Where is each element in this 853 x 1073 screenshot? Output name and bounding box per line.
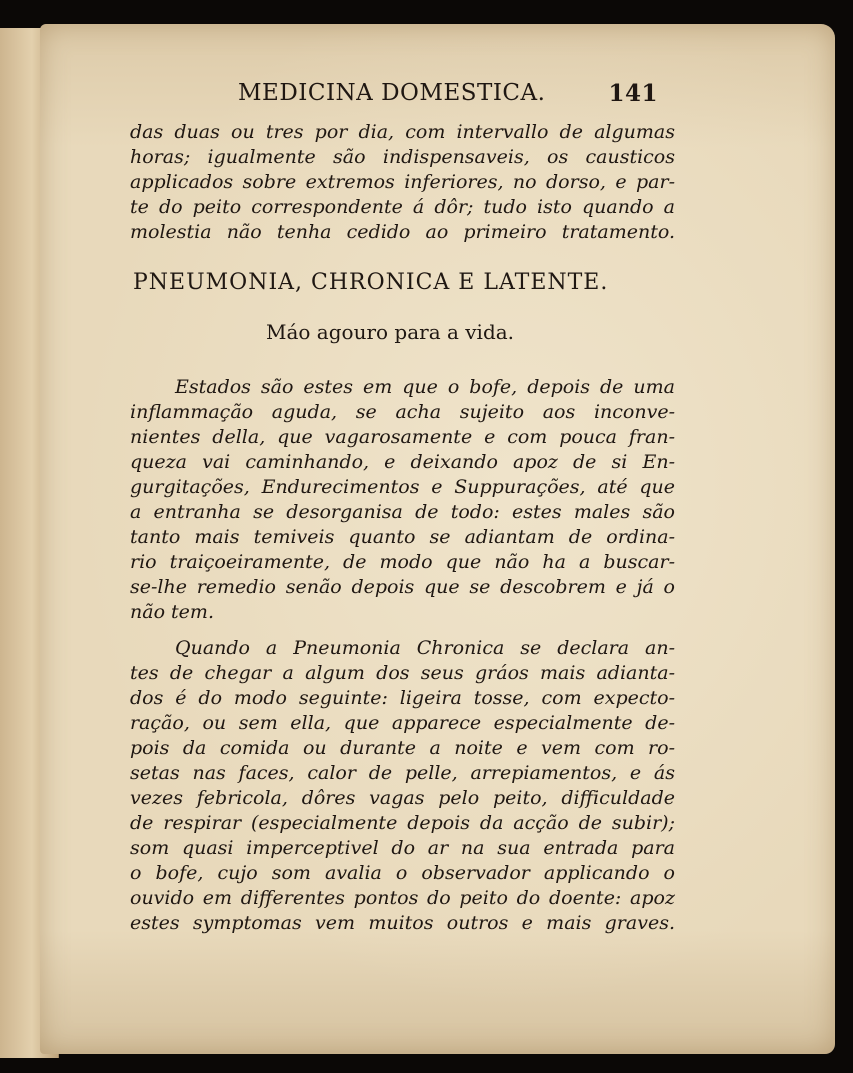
text-line: nientes della, que vagarosamente e com pouca fran- — [130, 426, 675, 448]
text-line: tes de chegar a algum dos seus gráos mais adianta- — [130, 662, 675, 684]
text-line: pois da comida ou durante a noite e vem com ro- — [130, 737, 675, 759]
text-line: ouvido em differentes pontos do peito do doente: apoz — [130, 887, 675, 909]
text-line: rio traiçoeiramente, de modo que não ha a buscar- — [130, 551, 675, 573]
paragraph-continued — [130, 120, 675, 245]
text-line: de respirar (especialmente depois da acção de subir); — [130, 812, 675, 834]
text-line: a entranha se desorganisa de todo: estes males são — [130, 501, 675, 523]
text-line: gurgitações, Endurecimentos e Suppurações, até que — [130, 476, 675, 498]
section-title: PNEUMONIA, CHRONICA E LATENTE. — [133, 270, 609, 295]
text-line: estes symptomas vem muitos outros e mais graves. — [130, 912, 675, 934]
text-line: ração, ou sem ella, que apparece especialmente de- — [130, 712, 675, 734]
text-line: setas nas faces, calor de pelle, arrepiamentos, e ás — [130, 762, 675, 784]
running-header — [238, 80, 658, 114]
text-line: o bofe, cujo som avalia o observador applicando o — [130, 862, 675, 884]
header-title: MEDICINA DOMESTICA. — [238, 80, 546, 106]
text-line: tanto mais temiveis quanto se adiantam de ordina- — [130, 526, 675, 548]
text-line: não tem. — [130, 601, 214, 623]
text-line: Quando a Pneumonia Chronica se declara an- — [175, 637, 675, 659]
text-line: applicados sobre extremos inferiores, no dorso, e par- — [130, 171, 675, 193]
text-line: som quasi imperceptivel do ar na sua entrada para — [130, 837, 675, 859]
text-line: vezes febricola, dôres vagas pelo peito, difficuldade — [130, 787, 675, 809]
text-line: se-lhe remedio senão depois que se descobrem e já o — [130, 576, 675, 598]
text-line: horas; igualmente são indispensaveis, os causticos — [130, 146, 675, 168]
text-line: inflammação aguda, se acha sujeito aos inconve- — [130, 401, 675, 423]
section-subtitle: Máo agouro para a vida. — [266, 320, 515, 344]
text-line: Estados são estes em que o bofe, depois de uma — [175, 376, 675, 398]
text-line: molestia não tenha cedido ao primeiro tratamento. — [130, 221, 675, 243]
paragraph-quando — [130, 636, 675, 936]
text-line: das duas ou tres por dia, com intervallo de algumas — [130, 121, 675, 143]
text-line: te do peito correspondente á dôr; tudo isto quando a — [130, 196, 675, 218]
text-line: dos é do modo seguinte: ligeira tosse, com expecto- — [130, 687, 675, 709]
text-line: queza vai caminhando, e deixando apoz de si En- — [130, 451, 675, 473]
paragraph-estados — [130, 375, 675, 625]
page-number: 141 — [608, 80, 658, 107]
